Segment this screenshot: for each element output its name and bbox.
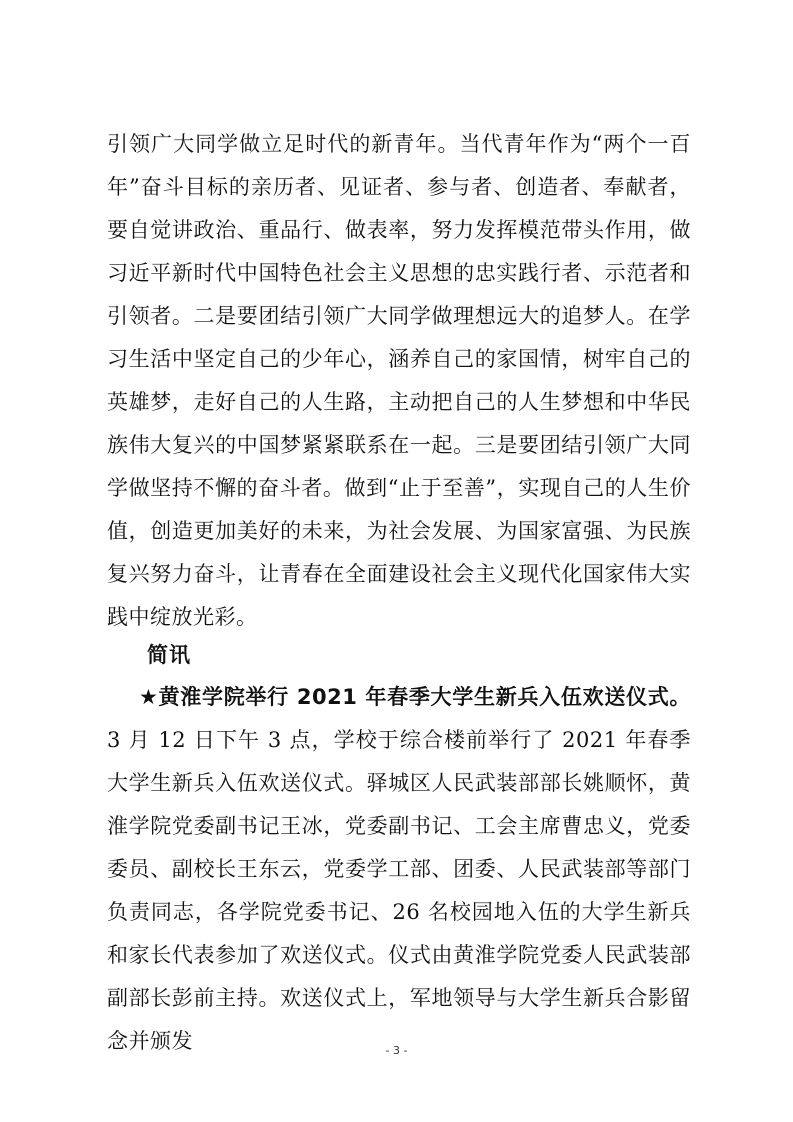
news-paragraph	[107, 676, 691, 1063]
body-paragraph: 引领广大同学做立足时代的新青年。当代青年作为“两个一百年”奋斗目标的亲历者、见证者、参与者、创造者、奉献者，要自觉讲政治、重品行、做表率，努力发挥模范带头作用，做习近平新时代中国特色社会主义思想的忠实践行者、示范者和引领者。二是要团结引领广大同学做理想远大的追梦人。在学习生活中坚定自己的少年心，涵养自己的家国情，树牢自己的英雄梦，走好自己的人生路，主动把自己的人生梦想和中华民族伟大复兴的中国梦紧紧联系在一起。三是要团结引领广大同学做坚持不懈的奋斗者。做到“止于至善”，实现自己的人生价值，创造更加美好的未来，为社会发展、为国家富强、为民族复兴努力奋斗，让青春在全面建设社会主义现代化国家伟大实践中绽放光彩。	[107, 132, 691, 629]
page-number: - 3 -	[385, 1044, 408, 1057]
news-body: 3 月 12 日下午 3 点，学校于综合楼前举行了 2021 年春季大学生新兵入伍欢送仪式。驿城区人民武装部部长姚顺怀，黄淮学院党委副书记王冰，党委副书记、工会主席曹忠义，党委委员、副校长王东云，党委学工部、团委、人民武装部等部门负责同志，各学院党委书记、26 名校园地入伍的大学生新兵和家长代表参加了欢送仪式。仪式由黄淮学院党委人民武装部副部长彭前主持。欢送仪式上，军地领导与大学生新兵合影留念并颁发	[107, 728, 691, 1053]
section-title: 简讯	[147, 643, 191, 667]
news-headline: ★黄淮学院举行 2021 年春季大学生新兵入伍欢送仪式。	[139, 685, 691, 709]
